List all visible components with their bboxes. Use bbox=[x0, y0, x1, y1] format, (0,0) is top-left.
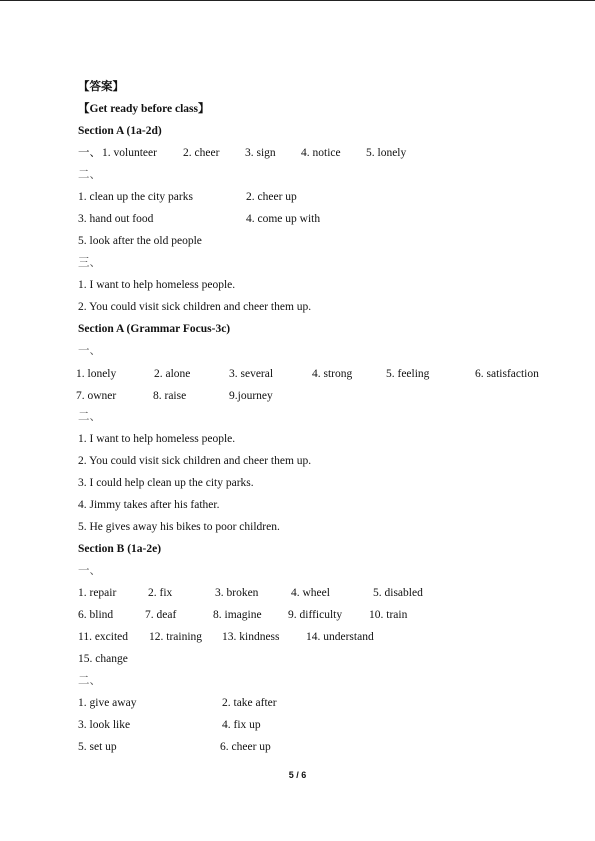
list-item: 5. feeling bbox=[386, 368, 430, 380]
list-item: 3. broken bbox=[215, 587, 259, 599]
list-item: 5. lonely bbox=[366, 147, 407, 159]
top-rule bbox=[0, 0, 595, 1]
list-item: 4. Jimmy takes after his father. bbox=[78, 499, 220, 511]
list-item: 4. come up with bbox=[246, 213, 321, 225]
list-item: 3. several bbox=[229, 368, 274, 380]
list-item: 3. sign bbox=[245, 147, 276, 159]
page-number: 5 / 6 bbox=[288, 770, 307, 780]
list-item: 2. cheer bbox=[183, 147, 220, 159]
list-item: 3. hand out food bbox=[78, 213, 154, 225]
list-item: 2. alone bbox=[154, 368, 191, 380]
list-item: 4. strong bbox=[312, 368, 353, 380]
a2-part1-label: 一、 bbox=[78, 345, 101, 357]
list-item: 10. train bbox=[369, 609, 408, 621]
list-item: 2. take after bbox=[222, 697, 277, 709]
answer-heading: 【答案】 bbox=[78, 81, 124, 93]
list-item: 3. I could help clean up the city parks. bbox=[78, 477, 254, 489]
list-item: 12. training bbox=[149, 631, 203, 643]
list-item: 2. You could visit sick children and cheer them up. bbox=[78, 301, 312, 313]
list-item: 5. He gives away his bikes to poor children. bbox=[78, 521, 280, 533]
list-item: 4. fix up bbox=[222, 719, 261, 731]
list-item: 15. change bbox=[78, 653, 128, 665]
list-item: 7. owner bbox=[76, 390, 117, 402]
b-part2-label: 二、 bbox=[78, 675, 101, 687]
a1-part3-label: 三、 bbox=[78, 257, 101, 269]
list-item: 1. volunteer bbox=[102, 147, 157, 159]
list-item: 7. deaf bbox=[145, 609, 177, 621]
list-item: 5. set up bbox=[78, 741, 117, 753]
a2-part2-label: 二、 bbox=[78, 411, 101, 423]
a1-part1-label: 一、 bbox=[78, 147, 101, 159]
list-item: 5. disabled bbox=[373, 587, 423, 599]
list-item: 1. lonely bbox=[76, 368, 117, 380]
list-item: 9.journey bbox=[229, 390, 273, 402]
list-item: 8. raise bbox=[153, 390, 187, 402]
list-item: 11. excited bbox=[78, 631, 129, 643]
b-part1-label: 一、 bbox=[78, 565, 101, 577]
list-item: 1. repair bbox=[78, 587, 117, 599]
section-title: 【Get ready before class】 bbox=[78, 103, 210, 115]
a1-part2-label: 二、 bbox=[78, 169, 101, 181]
section-a1-title: Section A (1a-2d) bbox=[78, 125, 162, 137]
list-item: 1. I want to help homeless people. bbox=[78, 433, 236, 445]
list-item: 1. give away bbox=[78, 697, 137, 709]
list-item: 6. blind bbox=[78, 609, 114, 621]
section-a2-title: Section A (Grammar Focus-3c) bbox=[78, 323, 231, 335]
list-item: 1. clean up the city parks bbox=[78, 191, 193, 203]
list-item: 2. cheer up bbox=[246, 191, 297, 203]
list-item: 2. fix bbox=[148, 587, 173, 599]
list-item: 14. understand bbox=[306, 631, 374, 643]
list-item: 4. notice bbox=[301, 147, 341, 159]
list-item: 4. wheel bbox=[291, 587, 330, 599]
list-item: 5. look after the old people bbox=[78, 235, 202, 247]
list-item: 3. look like bbox=[78, 719, 131, 731]
list-item: 6. satisfaction bbox=[475, 368, 539, 380]
list-item: 6. cheer up bbox=[220, 741, 271, 753]
list-item: 13. kindness bbox=[222, 631, 280, 643]
section-b-title: Section B (1a-2e) bbox=[78, 543, 162, 555]
list-item: 1. I want to help homeless people. bbox=[78, 279, 236, 291]
list-item: 9. difficulty bbox=[288, 609, 343, 621]
list-item: 2. You could visit sick children and cheer them up. bbox=[78, 455, 312, 467]
list-item: 8. imagine bbox=[213, 609, 262, 621]
